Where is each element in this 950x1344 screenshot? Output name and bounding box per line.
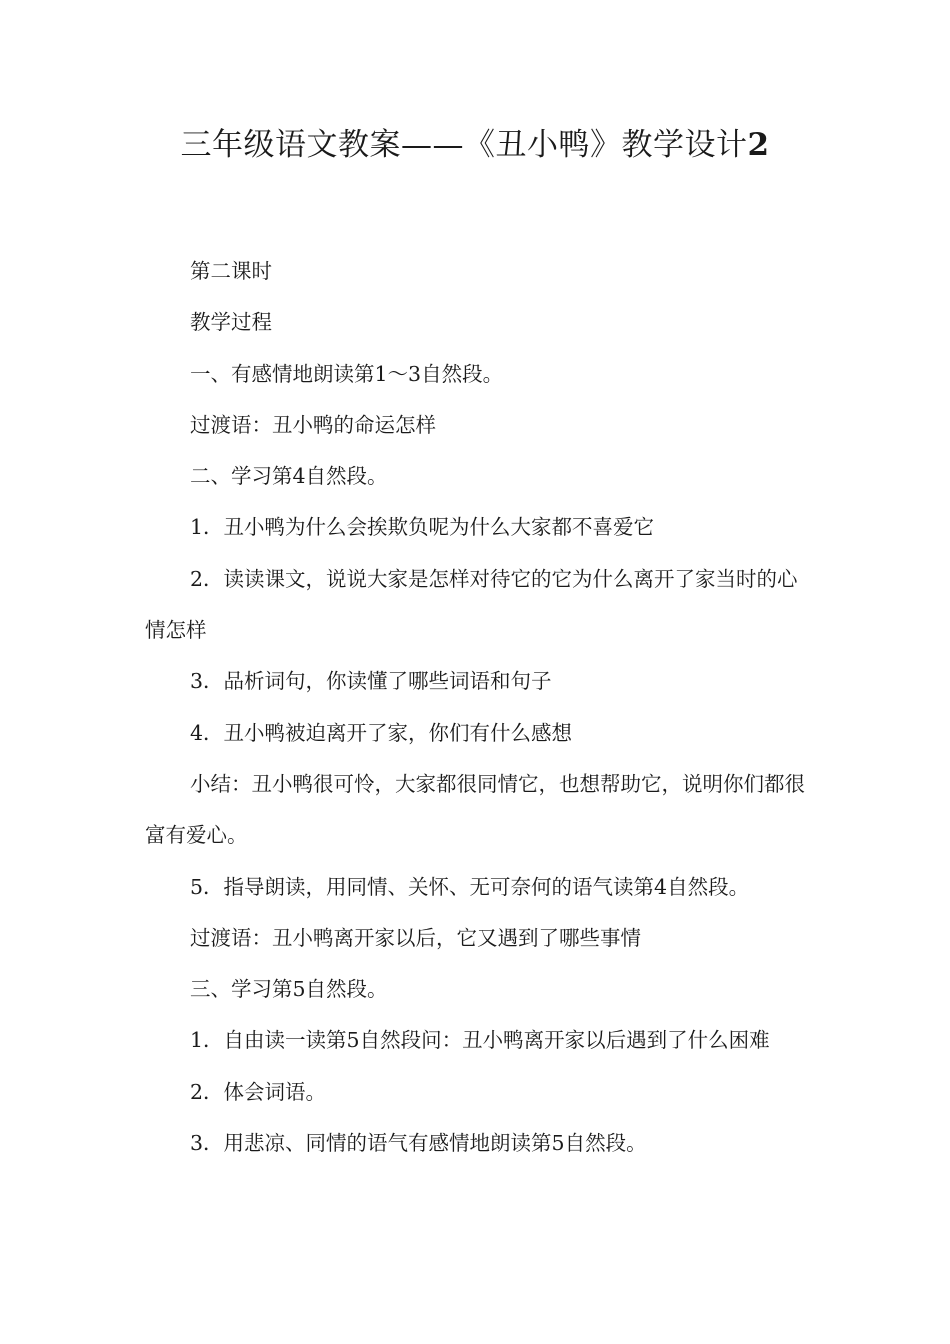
paragraph: 3．品析词句，你读懂了哪些词语和句子 xyxy=(190,669,552,694)
title-text: 三年级语文教案——《丑小鸭》教学设计 xyxy=(180,127,748,163)
document-title xyxy=(0,122,950,168)
paragraph: 二、学习第4自然段。 xyxy=(190,464,388,489)
paragraph: 过渡语：丑小鸭离开家以后，它又遇到了哪些事情 xyxy=(190,925,641,950)
paragraph: 4．丑小鸭被迫离开了家，你们有什么感想 xyxy=(190,720,573,745)
paragraph: 3．用悲凉、同情的语气有感情地朗读第5自然段。 xyxy=(190,1131,647,1156)
paragraph: 1．自由读一读第5自然段问：丑小鸭离开家以后遇到了什么困难 xyxy=(190,1028,770,1053)
paragraph: 小结：丑小鸭很可怜，大家都很同情它，也想帮助它，说明你们都很富有爱心。 xyxy=(145,771,805,848)
paragraph: 5．指导朗读，用同情、关怀、无可奈何的语气读第4自然段。 xyxy=(190,874,750,899)
document-body xyxy=(145,246,805,1169)
paragraph: 过渡语：丑小鸭的命运怎样 xyxy=(190,412,436,437)
paragraph: 第二课时 xyxy=(190,259,272,283)
title-number: 2 xyxy=(747,127,770,163)
paragraph: 教学过程 xyxy=(190,310,272,335)
paragraph: 1．丑小鸭为什么会挨欺负呢为什么大家都不喜爱它 xyxy=(190,515,655,540)
paragraph: 三、学习第5自然段。 xyxy=(190,977,388,1002)
paragraph: 2．体会词语。 xyxy=(190,1079,327,1104)
paragraph: 2．读读课文，说说大家是怎样对待它的它为什么离开了家当时的心情怎样 xyxy=(145,566,798,643)
paragraph: 一、有感情地朗读第1～3自然段。 xyxy=(190,361,504,386)
